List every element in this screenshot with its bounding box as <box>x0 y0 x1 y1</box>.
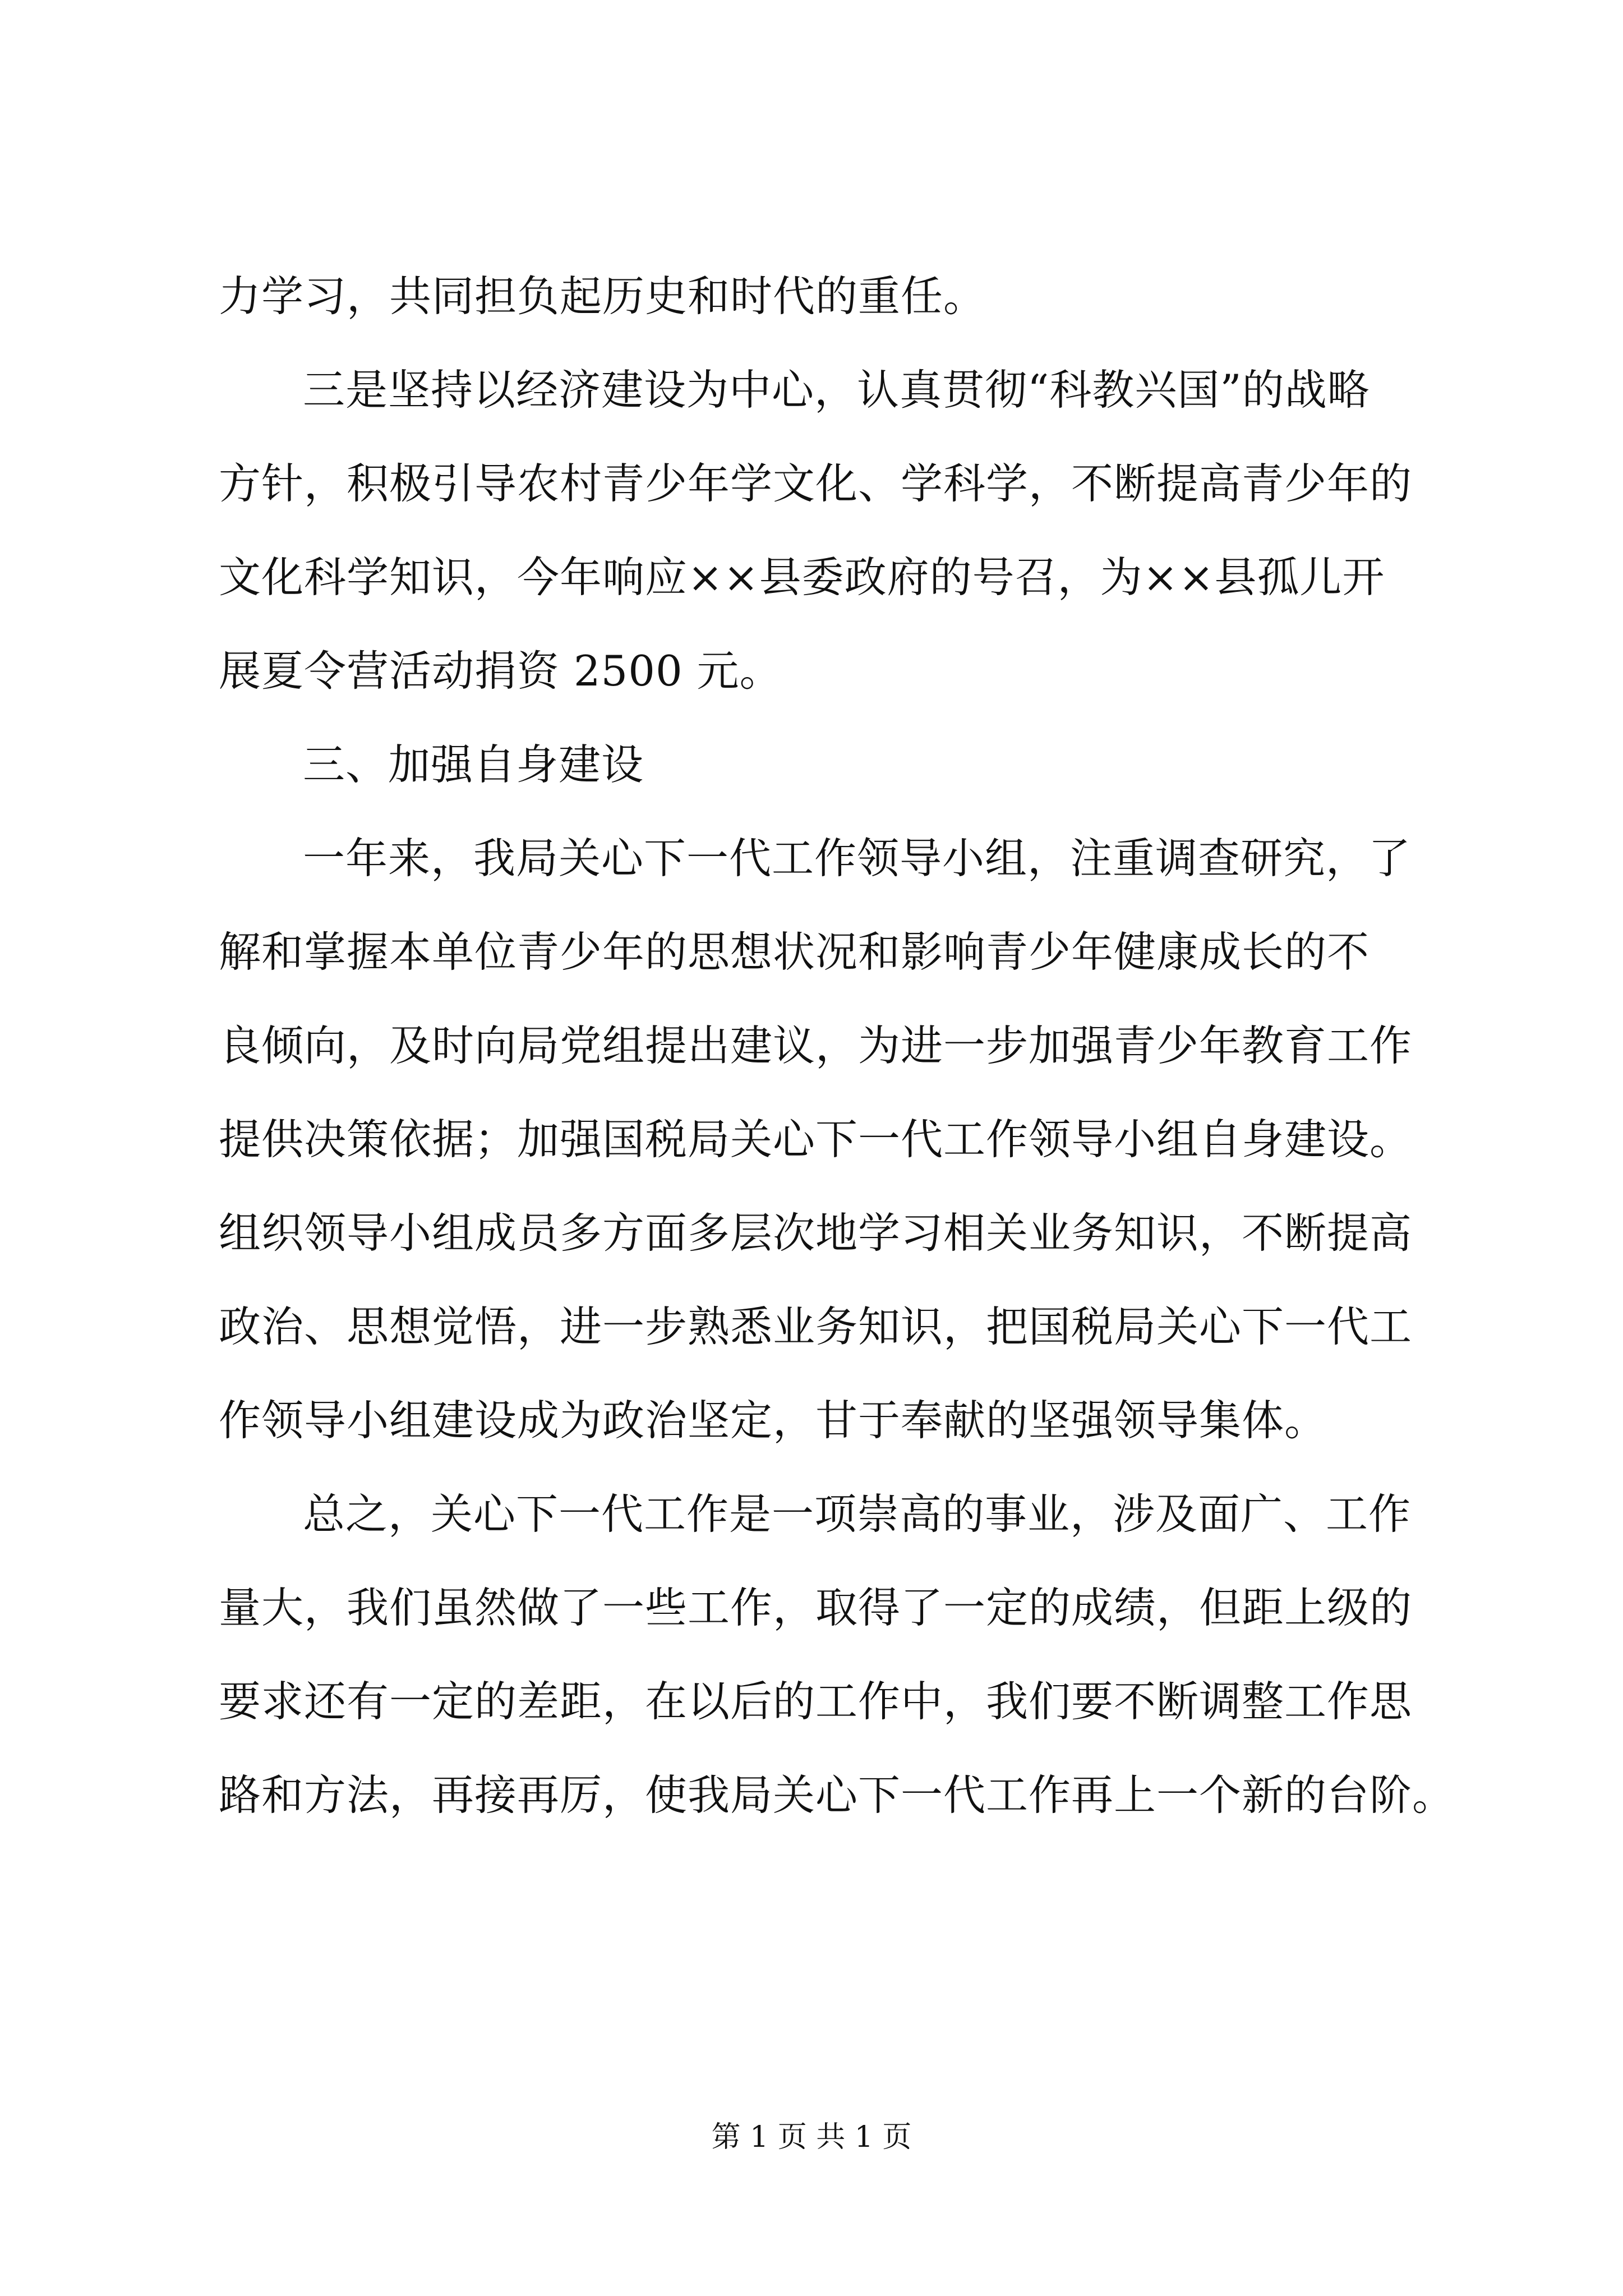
text-line: 作领导小组建设成为政治坚定，甘于奉献的坚强领导集体。 <box>219 1396 1327 1445</box>
page-number-label: 第 1 页 共 1 页 <box>711 2120 912 2154</box>
paragraph-start-line: 总之，关心下一代工作是一项崇高的事业，涉及面广、工作 <box>303 1489 1412 1539</box>
paragraph-start-line: 一年来，我局关心下一代工作领导小组，注重调查研究，了 <box>303 834 1412 883</box>
text-line: 文化科学知识，今年响应××县委政府的号召，为××县孤儿开 <box>219 553 1385 602</box>
text-line: 良倾向，及时向局党组提出建议，为进一步加强青少年教育工作 <box>219 1021 1413 1070</box>
text-line: 组织领导小组成员多方面多层次地学习相关业务知识，不断提高 <box>219 1208 1413 1258</box>
text-line: 路和方法，再接再厉，使我局关心下一代工作再上一个新的台阶。 <box>219 1770 1455 1820</box>
text-line: 政治、思想觉悟，进一步熟悉业务知识，把国税局关心下一代工 <box>219 1302 1413 1351</box>
text-line: 展夏令营活动捐资 2500 元。 <box>219 646 782 696</box>
text-line: 要求还有一定的差距，在以后的工作中，我们要不断调整工作思 <box>219 1677 1413 1726</box>
document-body <box>219 250 1455 1842</box>
text-line: 解和掌握本单位青少年的思想状况和影响青少年健康成长的不 <box>219 927 1370 977</box>
text-line: 提供决策依据；加强国税局关心下一代工作领导小组自身建设。 <box>219 1115 1413 1164</box>
section-heading: 三、加强自身建设 <box>303 740 644 789</box>
paragraph-start-line: 三是坚持以经济建设为中心，认真贯彻“科教兴国”的战略 <box>303 365 1370 415</box>
text-line: 量大，我们虽然做了一些工作，取得了一定的成绩，但距上级的 <box>219 1583 1413 1632</box>
page-footer <box>0 2115 1623 2160</box>
text-line: 力学习，共同担负起历史和时代的重任。 <box>219 272 986 321</box>
text-line: 方针，积极引导农村青少年学文化、学科学，不断提高青少年的 <box>219 459 1413 508</box>
